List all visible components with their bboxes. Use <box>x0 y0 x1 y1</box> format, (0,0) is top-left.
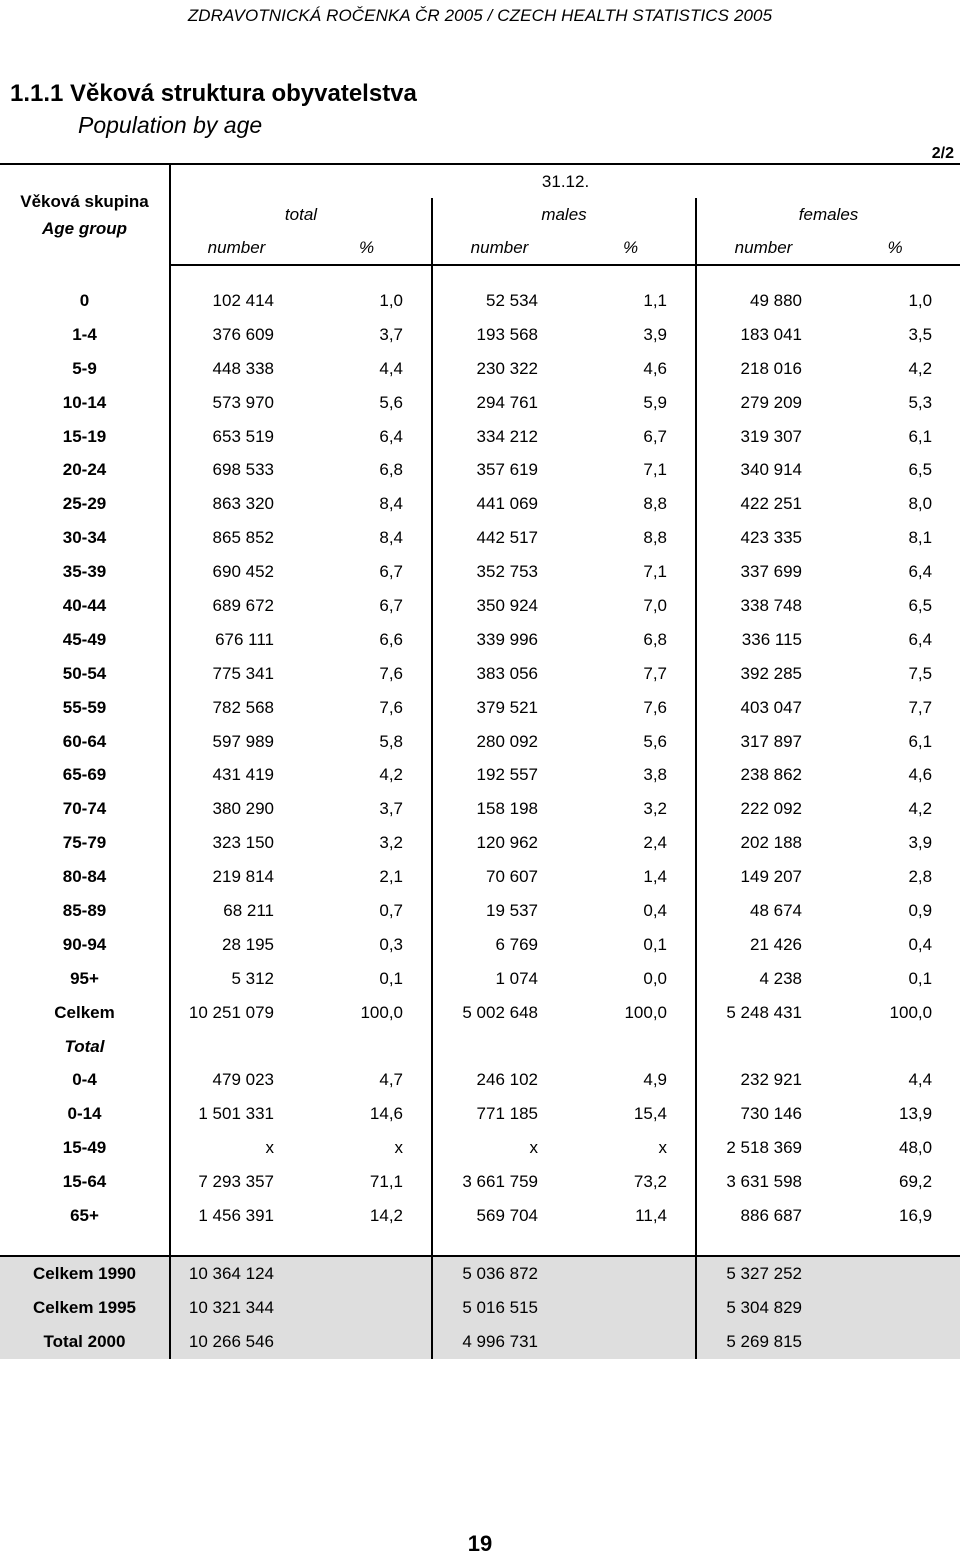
total-number-cell: 573 970 <box>170 386 302 420</box>
age-group-cell: 85-89 <box>62 900 107 920</box>
spacer-cell <box>170 1237 302 1256</box>
age-group-cell: 0-14 <box>67 1104 102 1124</box>
spacer-row <box>0 1237 960 1256</box>
males-number-cell <box>432 1030 566 1064</box>
total-number-cell: 676 111 <box>170 623 302 657</box>
table-row <box>0 318 960 352</box>
females-percent-cell: 6,1 <box>908 731 933 751</box>
females-percent-cell <box>830 1291 960 1325</box>
table-row <box>0 1030 960 1064</box>
females-number-cell: 202 188 <box>696 826 830 860</box>
females-percent-cell: 6,4 <box>908 562 933 582</box>
females-percent-cell: 2,8 <box>908 867 933 887</box>
males-number-cell: 350 924 <box>432 589 566 623</box>
males-percent-cell: 3,9 <box>643 324 667 344</box>
total-number-cell: 10 321 344 <box>170 1291 302 1325</box>
males-number-cell: 192 557 <box>432 758 566 792</box>
males-number-cell: 442 517 <box>432 521 566 555</box>
table-row <box>0 1063 960 1097</box>
females-percent-cell: 48,0 <box>898 1138 933 1158</box>
total-percent-cell: 2,1 <box>379 867 403 887</box>
total-percent-cell: 100,0 <box>360 1002 403 1022</box>
males-percent-cell: 0,4 <box>643 900 667 920</box>
females-number-cell: 183 041 <box>696 318 830 352</box>
females-percent-cell: 6,4 <box>908 629 933 649</box>
total-percent-cell: 6,6 <box>379 629 403 649</box>
spacer-cell <box>696 265 830 284</box>
males-number-cell: 1 074 <box>432 962 566 996</box>
total-number-cell <box>170 1030 302 1064</box>
total-percent-cell <box>302 1256 432 1291</box>
age-group-cell: 15-49 <box>62 1138 107 1158</box>
spacer-cell <box>170 265 302 284</box>
spacer-cell <box>0 265 170 284</box>
males-percent-cell: 6,7 <box>643 426 667 446</box>
age-group-cell: 40-44 <box>62 595 107 615</box>
table-body <box>0 265 960 1359</box>
females-number-cell: 403 047 <box>696 691 830 725</box>
males-percent-cell: 8,8 <box>643 494 667 514</box>
males-percent-cell: 5,6 <box>643 731 667 751</box>
total-percent-cell: 4,7 <box>379 1070 403 1090</box>
males-number-cell: 294 761 <box>432 386 566 420</box>
total-percent-cell: 6,7 <box>379 562 403 582</box>
page-number: 19 <box>467 1531 493 1556</box>
males-percent-cell <box>566 1256 696 1291</box>
females-percent-cell: 6,5 <box>908 460 933 480</box>
spacer-cell <box>830 265 960 284</box>
spacer-cell <box>696 1237 830 1256</box>
males-number-cell: 379 521 <box>432 691 566 725</box>
total-percent-header: % <box>302 231 432 265</box>
males-number-cell: 280 092 <box>432 725 566 759</box>
males-percent-cell: 3,2 <box>643 799 667 819</box>
age-group-cell: 15-64 <box>62 1172 107 1192</box>
age-group-cell: 0-4 <box>72 1070 97 1090</box>
males-percent-cell: 2,4 <box>643 833 667 853</box>
spacer-cell <box>302 265 432 284</box>
total-number-cell: 5 312 <box>170 962 302 996</box>
males-percent-cell: 5,9 <box>643 392 667 412</box>
females-number-cell: 336 115 <box>696 623 830 657</box>
males-percent-cell <box>566 1325 696 1359</box>
total-number-cell: x <box>170 1131 302 1165</box>
running-header: ZDRAVOTNICKÁ ROČENKA ČR 2005 / CZECH HEALTH STATISTICS 2005 <box>187 6 773 25</box>
total-number-cell: 10 364 124 <box>170 1256 302 1291</box>
total-percent-cell: 4,2 <box>379 765 403 785</box>
spacer-cell <box>830 1237 960 1256</box>
table-row <box>0 521 960 555</box>
females-number-cell <box>696 1030 830 1064</box>
males-percent-cell <box>566 1291 696 1325</box>
age-group-cell: 20-24 <box>62 460 107 480</box>
spacer-cell <box>302 1237 432 1256</box>
age-group-cell: 0 <box>79 290 90 310</box>
table-row <box>0 589 960 623</box>
age-group-cell: 30-34 <box>62 528 107 548</box>
history-row <box>0 1291 960 1325</box>
table-row <box>0 996 960 1030</box>
females-percent-cell: 6,1 <box>908 426 933 446</box>
total-percent-cell: 1,0 <box>379 290 403 310</box>
age-group-cell: 90-94 <box>62 934 107 954</box>
total-percent-cell: 0,3 <box>379 934 403 954</box>
females-percent-cell: 8,1 <box>908 528 933 548</box>
table-row <box>0 623 960 657</box>
males-number-cell: 569 704 <box>432 1199 566 1237</box>
females-percent-cell: 3,9 <box>908 833 933 853</box>
table-row <box>0 555 960 589</box>
total-percent-cell: 6,7 <box>379 595 403 615</box>
total-percent-cell: 14,2 <box>369 1205 403 1225</box>
males-percent-cell: 4,9 <box>643 1070 667 1090</box>
total-percent-cell: 14,6 <box>369 1104 403 1124</box>
table-row <box>0 1131 960 1165</box>
females-number-cell: 149 207 <box>696 860 830 894</box>
females-number-cell: 319 307 <box>696 420 830 454</box>
age-group-cell: 15-19 <box>62 426 107 446</box>
females-percent-cell: 69,2 <box>898 1172 933 1192</box>
females-number-cell: 4 238 <box>696 962 830 996</box>
females-number-cell: 21 426 <box>696 928 830 962</box>
males-percent-cell: 1,1 <box>643 290 667 310</box>
males-number-cell: 52 534 <box>432 284 566 318</box>
females-percent-cell: 8,0 <box>908 494 933 514</box>
age-group-cell: 35-39 <box>62 562 107 582</box>
age-group-cell: Total 2000 <box>0 1325 170 1359</box>
females-number-cell: 340 914 <box>696 453 830 487</box>
total-percent-cell: 0,1 <box>379 968 403 988</box>
females-number-cell: 232 921 <box>696 1063 830 1097</box>
males-number-cell: 3 661 759 <box>432 1165 566 1199</box>
females-number-cell: 48 674 <box>696 894 830 928</box>
total-number-cell: 7 293 357 <box>170 1165 302 1199</box>
total-percent-cell: 3,7 <box>379 324 403 344</box>
females-number-cell: 279 209 <box>696 386 830 420</box>
age-group-cell: 1-4 <box>72 324 97 344</box>
females-percent-header: % <box>830 231 960 265</box>
spacer-cell <box>432 1237 566 1256</box>
females-percent-cell: 7,7 <box>908 697 933 717</box>
table-row <box>0 725 960 759</box>
spacer-cell <box>0 1237 170 1256</box>
males-number-cell: 383 056 <box>432 657 566 691</box>
total-percent-cell: 8,4 <box>379 494 403 514</box>
table-row <box>0 453 960 487</box>
table-row <box>0 352 960 386</box>
females-percent-cell: 3,5 <box>908 324 933 344</box>
age-group-cell: 65+ <box>70 1205 99 1225</box>
spacer-cell <box>566 1237 696 1256</box>
males-number-cell: 771 185 <box>432 1097 566 1131</box>
males-percent-cell: 7,6 <box>643 697 667 717</box>
males-percent-cell: 4,6 <box>643 358 667 378</box>
males-number-cell: 441 069 <box>432 487 566 521</box>
females-percent-cell: 0,9 <box>908 900 933 920</box>
age-group-cell: 95+ <box>70 968 99 988</box>
spacer-cell <box>432 265 566 284</box>
females-percent-cell <box>830 1256 960 1291</box>
females-number-cell: 886 687 <box>696 1199 830 1237</box>
males-number-cell: 4 996 731 <box>432 1325 566 1359</box>
males-number-cell: 5 002 648 <box>432 996 566 1030</box>
males-percent-cell: 7,1 <box>643 460 667 480</box>
table-title-en: Population by age <box>78 112 263 138</box>
total-number-cell: 479 023 <box>170 1063 302 1097</box>
history-row <box>0 1325 960 1359</box>
age-group-cell: Celkem <box>54 1002 115 1022</box>
females-number-cell: 337 699 <box>696 555 830 589</box>
age-group-header <box>0 164 170 265</box>
total-number-cell: 448 338 <box>170 352 302 386</box>
table-row <box>0 386 960 420</box>
spacer-cell <box>566 265 696 284</box>
age-group-cell: 25-29 <box>62 494 107 514</box>
total-number-cell: 10 266 546 <box>170 1325 302 1359</box>
age-group-cell: 50-54 <box>62 663 107 683</box>
age-group-cell: 75-79 <box>62 833 107 853</box>
males-number-cell: x <box>432 1131 566 1165</box>
total-number-cell: 597 989 <box>170 725 302 759</box>
table-title-cz: 1.1.1 Věková struktura obyvatelstva <box>10 80 417 107</box>
table-row <box>0 284 960 318</box>
males-percent-header: % <box>566 231 696 265</box>
females-number-cell: 317 897 <box>696 725 830 759</box>
total-percent-cell: 3,7 <box>379 799 403 819</box>
table-row <box>0 758 960 792</box>
date-header: 31.12. <box>170 164 960 198</box>
females-number-cell: 5 269 815 <box>696 1325 830 1359</box>
total-number-cell: 102 414 <box>170 284 302 318</box>
females-percent-cell: 4,2 <box>908 799 933 819</box>
table-row <box>0 1165 960 1199</box>
total-number-cell: 863 320 <box>170 487 302 521</box>
males-percent-cell: 0,0 <box>643 968 667 988</box>
females-number-cell: 422 251 <box>696 487 830 521</box>
males-number-cell: 193 568 <box>432 318 566 352</box>
table-row <box>0 657 960 691</box>
females-number-cell: 5 327 252 <box>696 1256 830 1291</box>
total-number-cell: 1 456 391 <box>170 1199 302 1237</box>
age-group-cell: Total <box>64 1036 105 1056</box>
females-percent-cell <box>830 1030 960 1064</box>
total-percent-cell: 3,2 <box>379 833 403 853</box>
age-group-cell: 70-74 <box>62 799 107 819</box>
age-group-header-en: Age group <box>42 219 127 238</box>
total-percent-cell: 5,8 <box>379 731 403 751</box>
males-number-cell: 120 962 <box>432 826 566 860</box>
males-percent-cell: 6,8 <box>643 629 667 649</box>
males-percent-cell: 8,8 <box>643 528 667 548</box>
females-number-cell: 218 016 <box>696 352 830 386</box>
table-row <box>0 962 960 996</box>
total-number-cell: 775 341 <box>170 657 302 691</box>
males-percent-cell: 73,2 <box>633 1172 667 1192</box>
table-row <box>0 792 960 826</box>
total-percent-cell: 8,4 <box>379 528 403 548</box>
table-row <box>0 860 960 894</box>
males-header: males <box>432 198 696 231</box>
total-number-cell: 865 852 <box>170 521 302 555</box>
population-by-age-table <box>0 163 960 1359</box>
females-percent-cell: 13,9 <box>898 1104 933 1124</box>
age-group-cell: Celkem 1990 <box>0 1256 170 1291</box>
total-number-cell: 1 501 331 <box>170 1097 302 1131</box>
total-number-cell: 323 150 <box>170 826 302 860</box>
total-percent-cell: x <box>394 1138 403 1158</box>
females-percent-cell: 1,0 <box>908 290 933 310</box>
females-number-cell: 338 748 <box>696 589 830 623</box>
females-number-header: number <box>696 231 830 265</box>
females-number-cell: 2 518 369 <box>696 1131 830 1165</box>
total-number-cell: 68 211 <box>170 894 302 928</box>
total-percent-cell <box>302 1030 432 1064</box>
males-number-cell: 352 753 <box>432 555 566 589</box>
table-row <box>0 1199 960 1237</box>
males-number-cell: 230 322 <box>432 352 566 386</box>
table-row <box>0 826 960 860</box>
males-percent-cell: 7,0 <box>643 595 667 615</box>
males-number-cell: 5 036 872 <box>432 1256 566 1291</box>
total-percent-cell: 0,7 <box>379 900 403 920</box>
females-percent-cell <box>830 1325 960 1359</box>
females-header: females <box>696 198 960 231</box>
females-percent-cell: 5,3 <box>908 392 933 412</box>
males-percent-cell: x <box>658 1138 667 1158</box>
total-number-cell: 690 452 <box>170 555 302 589</box>
spacer-row <box>0 265 960 284</box>
total-number-cell: 380 290 <box>170 792 302 826</box>
age-group-cell: 55-59 <box>62 697 107 717</box>
females-percent-cell: 7,5 <box>908 663 933 683</box>
males-number-cell: 334 212 <box>432 420 566 454</box>
total-number-cell: 376 609 <box>170 318 302 352</box>
age-group-cell: 60-64 <box>62 731 107 751</box>
total-percent-cell: 7,6 <box>379 663 403 683</box>
total-percent-cell <box>302 1291 432 1325</box>
males-percent-cell: 3,8 <box>643 765 667 785</box>
page-reference: 2/2 <box>931 145 954 162</box>
total-number-cell: 431 419 <box>170 758 302 792</box>
age-group-cell: 65-69 <box>62 765 107 785</box>
table-row <box>0 487 960 521</box>
females-percent-cell: 4,4 <box>908 1070 933 1090</box>
table-row <box>0 894 960 928</box>
females-percent-cell: 0,1 <box>908 968 933 988</box>
total-number-cell: 698 533 <box>170 453 302 487</box>
females-number-cell: 222 092 <box>696 792 830 826</box>
males-number-cell: 158 198 <box>432 792 566 826</box>
males-number-cell: 357 619 <box>432 453 566 487</box>
total-number-cell: 28 195 <box>170 928 302 962</box>
total-number-header: number <box>170 231 302 265</box>
females-percent-cell: 4,6 <box>908 765 933 785</box>
females-percent-cell: 6,5 <box>908 595 933 615</box>
total-percent-cell: 5,6 <box>379 392 403 412</box>
total-percent-cell: 6,4 <box>379 426 403 446</box>
males-number-header: number <box>432 231 566 265</box>
males-percent-cell: 11,4 <box>635 1205 667 1225</box>
table-row <box>0 928 960 962</box>
age-group-cell: 45-49 <box>62 629 107 649</box>
males-number-cell: 70 607 <box>432 860 566 894</box>
table-row <box>0 691 960 725</box>
males-percent-cell: 0,1 <box>643 934 667 954</box>
total-percent-cell: 6,8 <box>379 460 403 480</box>
males-percent-cell: 100,0 <box>624 1002 667 1022</box>
males-number-cell: 246 102 <box>432 1063 566 1097</box>
females-number-cell: 730 146 <box>696 1097 830 1131</box>
age-group-cell: 80-84 <box>62 867 107 887</box>
females-percent-cell: 16,9 <box>898 1205 933 1225</box>
table-row <box>0 1097 960 1131</box>
total-percent-cell: 7,6 <box>379 697 403 717</box>
females-number-cell: 49 880 <box>696 284 830 318</box>
males-number-cell: 5 016 515 <box>432 1291 566 1325</box>
age-group-cell: 5-9 <box>72 358 97 378</box>
age-group-header-cz: Věková skupina <box>20 192 149 211</box>
males-percent-cell: 15,4 <box>633 1104 667 1124</box>
females-number-cell: 5 248 431 <box>696 996 830 1030</box>
table-row <box>0 420 960 454</box>
males-percent-cell: 7,7 <box>643 663 667 683</box>
total-number-cell: 10 251 079 <box>170 996 302 1030</box>
females-percent-cell: 0,4 <box>908 934 933 954</box>
total-number-cell: 689 672 <box>170 589 302 623</box>
total-number-cell: 782 568 <box>170 691 302 725</box>
total-percent-cell <box>302 1325 432 1359</box>
males-percent-cell: 7,1 <box>643 562 667 582</box>
age-group-cell: 10-14 <box>62 392 107 412</box>
males-percent-cell <box>566 1030 696 1064</box>
females-percent-cell: 100,0 <box>889 1002 933 1022</box>
total-header: total <box>170 198 432 231</box>
males-percent-cell: 1,4 <box>643 867 667 887</box>
history-row <box>0 1256 960 1291</box>
total-number-cell: 219 814 <box>170 860 302 894</box>
age-group-cell: Celkem 1995 <box>0 1291 170 1325</box>
females-number-cell: 423 335 <box>696 521 830 555</box>
population-table-container <box>0 163 960 1359</box>
total-percent-cell: 71,1 <box>369 1172 403 1192</box>
females-number-cell: 238 862 <box>696 758 830 792</box>
females-number-cell: 3 631 598 <box>696 1165 830 1199</box>
females-number-cell: 5 304 829 <box>696 1291 830 1325</box>
females-number-cell: 392 285 <box>696 657 830 691</box>
males-number-cell: 339 996 <box>432 623 566 657</box>
total-percent-cell: 4,4 <box>379 358 403 378</box>
males-number-cell: 19 537 <box>432 894 566 928</box>
total-number-cell: 653 519 <box>170 420 302 454</box>
males-number-cell: 6 769 <box>432 928 566 962</box>
females-percent-cell: 4,2 <box>908 358 933 378</box>
